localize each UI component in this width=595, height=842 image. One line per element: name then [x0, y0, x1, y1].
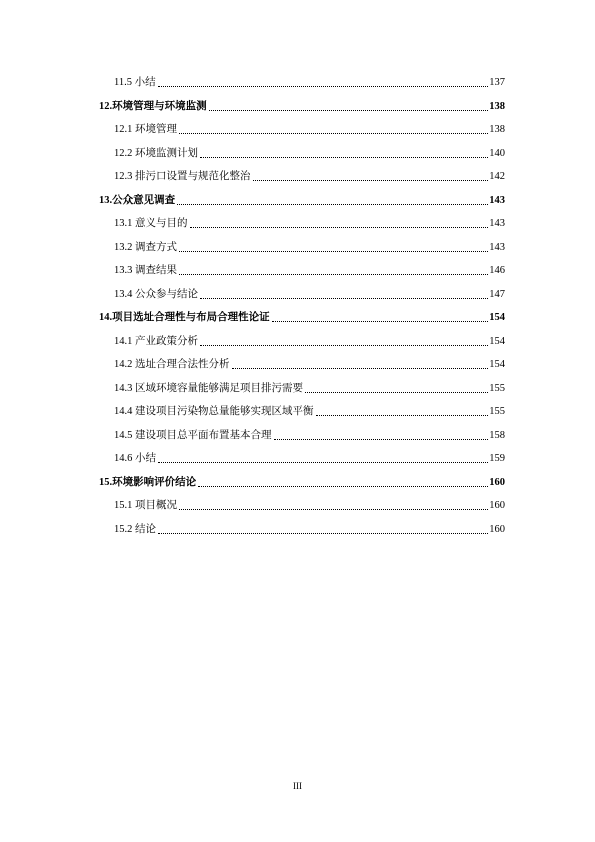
toc-page-number: 154	[489, 335, 505, 347]
toc-section-entry[interactable]	[114, 264, 505, 278]
toc-dot-leader	[158, 461, 488, 463]
toc-page-number: 143	[489, 241, 505, 253]
toc-dot-leader	[179, 250, 488, 252]
toc-section-entry[interactable]	[114, 358, 505, 372]
toc-section-entry[interactable]	[114, 241, 505, 255]
toc-entry-title: 15.2 结论	[114, 523, 156, 535]
toc-page-number: 138	[489, 124, 505, 135]
toc-entry-title: 13.4 公众参与结论	[114, 288, 198, 300]
toc-page-number: 138	[489, 100, 505, 112]
toc-dot-leader	[198, 485, 488, 487]
toc-dot-leader	[179, 132, 488, 134]
toc-section-entry[interactable]	[114, 170, 505, 184]
toc-page-number: 154	[489, 312, 505, 323]
toc-dot-leader	[179, 508, 488, 510]
toc-entry-title: 11.5 小结	[114, 77, 156, 88]
toc-page-number: 143	[489, 194, 505, 206]
toc-dot-leader	[209, 109, 489, 111]
toc-page-number: 160	[489, 500, 505, 511]
toc-entry-title: 12.2 环境监测计划	[114, 147, 198, 159]
toc-dot-leader	[158, 85, 489, 87]
toc-dot-leader	[253, 179, 489, 181]
toc-section-entry[interactable]	[114, 452, 505, 466]
toc-section-entry[interactable]	[114, 523, 505, 537]
toc-dot-leader	[200, 344, 488, 346]
toc-page-number: 155	[489, 406, 505, 417]
toc-page-number: 142	[489, 171, 505, 182]
toc-entry-title: 14.5 建设项目总平面布置基本合理	[114, 429, 272, 441]
toc-entry-title: 14.项目选址合理性与布局合理性论证	[99, 312, 270, 323]
toc-entry-title: 15.环境影响评价结论	[99, 476, 197, 488]
toc-dot-leader	[190, 226, 489, 228]
toc-section-entry[interactable]	[114, 335, 505, 349]
toc-page-number: 154	[489, 359, 505, 370]
page-number-footer: III	[293, 781, 302, 791]
toc-dot-leader	[272, 320, 489, 322]
toc-dot-leader	[200, 297, 488, 299]
toc-chapter-entry[interactable]	[99, 476, 505, 490]
toc-entry-title: 13.公众意见调查	[99, 194, 176, 206]
toc-entry-title: 12.3 排污口设置与规范化整治	[114, 171, 251, 182]
toc-chapter-entry[interactable]	[99, 311, 505, 325]
toc-entry-title: 13.1 意义与目的	[114, 218, 188, 229]
toc-section-entry[interactable]	[114, 123, 505, 137]
toc-page-number: 137	[489, 77, 505, 88]
toc-page-number: 160	[489, 523, 505, 535]
toc-dot-leader	[316, 414, 489, 416]
toc-entry-title: 14.1 产业政策分析	[114, 335, 198, 347]
toc-page-number: 159	[489, 453, 505, 464]
toc-entry-title: 14.3 区域环境容量能够满足项目排污需要	[114, 382, 303, 394]
toc-section-entry[interactable]	[114, 499, 505, 513]
toc-section-entry[interactable]	[114, 429, 505, 443]
toc-section-entry[interactable]	[114, 217, 505, 231]
toc-dot-leader	[274, 438, 489, 440]
toc-page-number: 146	[489, 265, 505, 276]
toc-entry-title: 14.2 选址合理合法性分析	[114, 359, 230, 370]
toc-dot-leader	[177, 203, 488, 205]
toc-section-entry[interactable]	[114, 405, 505, 419]
toc-entry-title: 12.1 环境管理	[114, 124, 177, 135]
toc-page-number: 143	[489, 218, 505, 229]
toc-page-number: 158	[489, 429, 505, 441]
toc-entry-title: 15.1 项目概况	[114, 500, 177, 511]
toc-dot-leader	[179, 273, 488, 275]
toc-page-number: 160	[489, 476, 505, 488]
toc-entry-title: 13.3 调查结果	[114, 265, 177, 276]
toc-dot-leader	[200, 156, 488, 158]
toc-page-number: 140	[489, 147, 505, 159]
toc-chapter-entry[interactable]	[99, 194, 505, 208]
toc-dot-leader	[158, 532, 488, 534]
toc-chapter-entry[interactable]	[99, 100, 505, 114]
toc-page-number: 147	[489, 288, 505, 300]
toc-entry-title: 14.4 建设项目污染物总量能够实现区域平衡	[114, 406, 314, 417]
toc-page-number: 155	[489, 382, 505, 394]
toc-section-entry[interactable]	[114, 76, 505, 90]
toc-dot-leader	[232, 367, 489, 369]
toc-entry-title: 12.环境管理与环境监测	[99, 100, 207, 112]
toc-dot-leader	[305, 391, 488, 393]
toc-section-entry[interactable]	[114, 288, 505, 302]
toc-entry-title: 14.6 小结	[114, 453, 156, 464]
toc-section-entry[interactable]	[114, 382, 505, 396]
toc-section-entry[interactable]	[114, 147, 505, 161]
toc-entry-title: 13.2 调查方式	[114, 241, 177, 253]
